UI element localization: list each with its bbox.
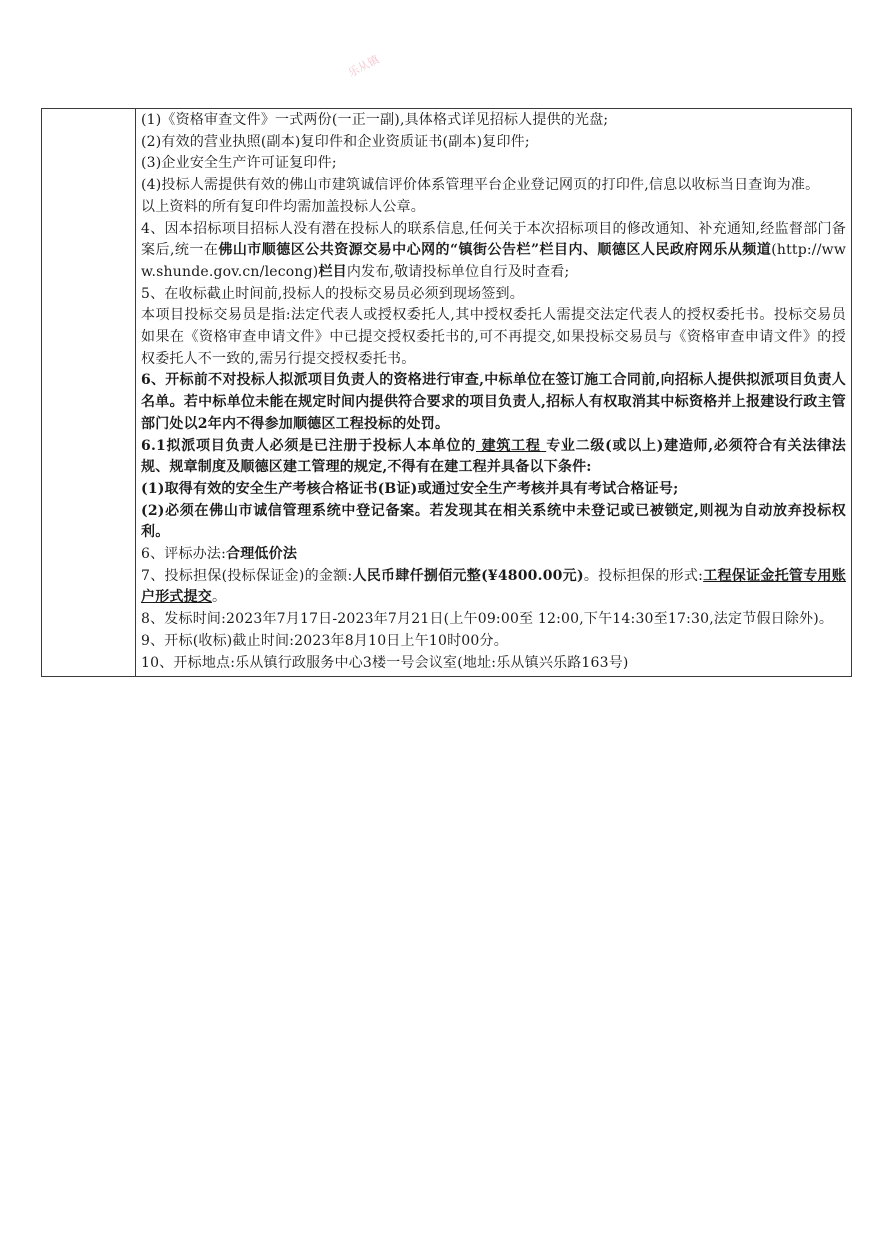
label-cell (42, 109, 136, 677)
guarantee-form: 工程保证金托管专用账户形式提交 (141, 567, 847, 606)
evaluation-method (141, 544, 846, 566)
notice-text: 4、因本招标项目招标人没有潜在投标人的联系信息,任何关于本次招标项目的修改通知、补充通知,经监督部门备案后,统一在 (141, 220, 846, 259)
item-integrity-printout: (4)投标人需提供有效的佛山市建筑诚信评价体系管理平台企业登记网页的打印件,信息以收标当日查询为准。 (141, 177, 820, 194)
notice-channel-paragraph (141, 219, 846, 284)
item-qualification-docs: (1)《资格审查文件》一式两份(一正一副),具体格式详见招标人提供的光盘; (141, 112, 609, 128)
item-safety-permit: (3)企业安全生产许可证复印件; (141, 155, 337, 172)
guarantee-amount: 人民币肆仟捌佰元整(¥4800.00元) (352, 567, 584, 584)
notice-column: 栏目 (318, 263, 347, 280)
guarantee-label: 7、投标担保(投标保证金)的金额: (141, 567, 353, 584)
evaluation-value: 合理低价法 (226, 546, 298, 563)
pm-text: 6.1拟派项目负责人必须是已注册于投标人本单位的 (141, 437, 476, 454)
content-cell (136, 109, 852, 677)
issue-period: 8、发标时间:2023年7月17日-2023年7月21日(上午09:00至 12:00,下午14:30至17:30,法定节假日除外)。 (141, 611, 834, 628)
pm-text-tail: 专业二级(或以上)建造师,必须符合有关法律法规、规章制度及顺德区建工管理的规定,不得有在建工程并具备以下条件: (141, 437, 847, 476)
condition-safety-certificate: (1)取得有效的安全生产考核合格证书(B证)或通过安全生产考核并具有考试合格证号; (141, 480, 679, 497)
notice-tail: 内发布,敬请投标单位自行及时查看; (346, 263, 570, 280)
project-manager-review: 6、开标前不对投标人拟派项目负责人的资格进行审查,中标单位在签订施工合同前,向招标人提供拟派项目负责人名单。若中标单位未能在规定时间内提供符合要求的项目负责人,招标人有权取消其中标资格并上报建设行政主管部门处以2年内不得参加顺德区工程投标的处罚。 (141, 372, 846, 432)
item-business-license: (2)有效的营业执照(副本)复印件和企业资质证书(副本)复印件; (141, 133, 530, 150)
guarantee-end: 。 (212, 589, 227, 606)
bid-guarantee (141, 566, 846, 609)
sign-in-requirement: 5、在收标截止时间前,投标人的投标交易员必须到现场签到。 (141, 285, 524, 302)
notice-url: (http://www.shunde.gov.cn/lecong) (141, 242, 847, 280)
faint-stamp-mark: 乐从镇 (346, 52, 382, 80)
project-manager-requirement (141, 436, 846, 479)
table-row (42, 109, 852, 677)
pm-specialty: 建筑工程 (476, 437, 547, 454)
condition-integrity-registration: (2)必须在佛山市诚信管理系统中登记备案。若发现其在相关系统中未登记或已被锁定,则视为自动放弃投标权利。 (141, 502, 846, 541)
seal-requirement: 以上资料的所有复印件均需加盖投标人公章。 (141, 198, 425, 215)
opening-location: 10、开标地点:乐从镇行政服务中心3楼一号会议室(地址:乐从镇兴乐路163号) (141, 654, 629, 671)
notice-platform: 佛山市顺德区公共资源交易中心网的“镇街公告栏”栏目内、顺德区人民政府网乐从频道 (218, 242, 772, 259)
opening-deadline: 9、开标(收标)截止时间:2023年8月10日上午10时00分。 (141, 632, 508, 649)
bid-agent-definition: 本项目投标交易员是指:法定代表人或授权委托人,其中授权委托人需提交法定代表人的授权委托书。投标交易员如果在《资格审查申请文件》中已提交授权委托书的,可不再提交,如果投标交易员与《资格审查申请文件》的授权委托人不一致的,需另行提交授权委托书。 (141, 307, 846, 367)
evaluation-label: 6、评标办法: (141, 546, 227, 563)
requirements-table (41, 108, 852, 677)
guarantee-form-label: 。投标担保的形式: (583, 567, 704, 584)
